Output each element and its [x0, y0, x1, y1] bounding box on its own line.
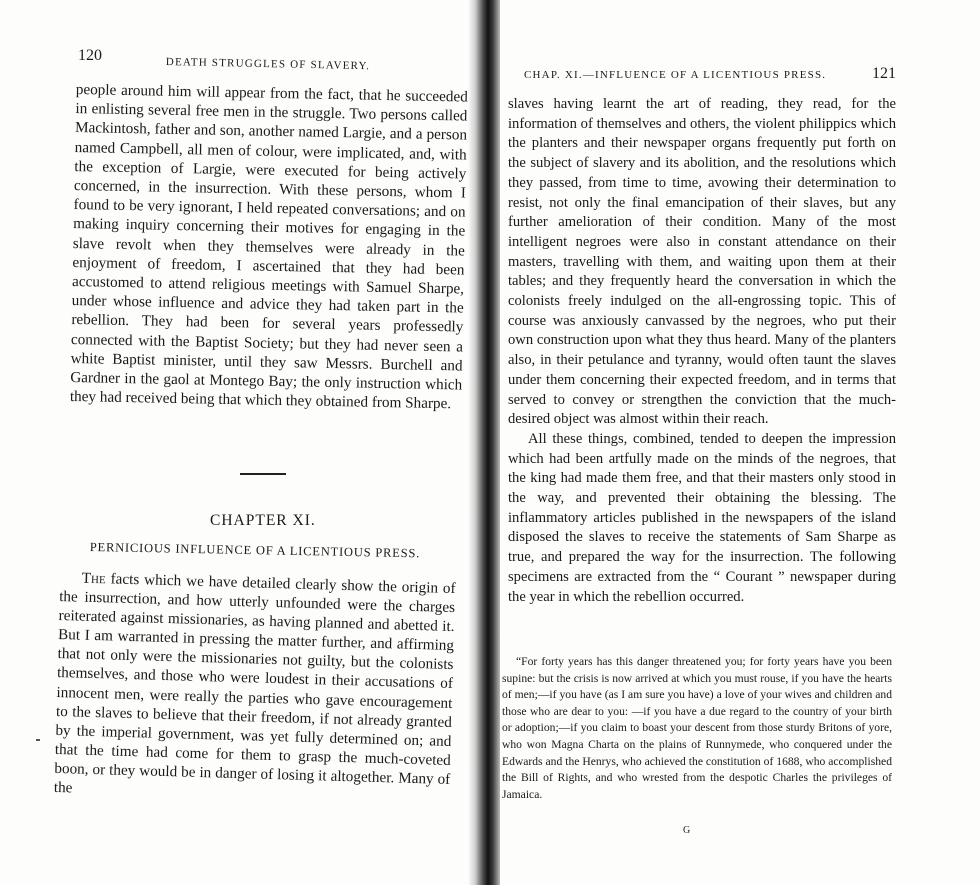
chapter-first-word: The	[81, 569, 106, 588]
chapter-divider-rule	[240, 473, 286, 475]
left-body-text	[70, 80, 468, 414]
margin-mark	[36, 739, 40, 741]
left-page-number: 120	[78, 47, 102, 64]
chapter-subtitle: PERNICIOUS INFLUENCE OF A LICENTIOUS PRESS.	[89, 540, 421, 561]
right-paragraph-2: All these things, combined, tended to deepen the impression which had been artfully made on the minds of the negroes, that the king had made them free, and that their masters only stood in the way, and prevented their obtaining the blessing. The inflammatory articles published in the newspapers of the island disposed the slaves to receive the statements of Sam Sharpe as true, and prepared the way for the insurrection. The following specimens are extracted from the “ Courant ” newspaper during the year in which the rebellion occurred.	[508, 430, 896, 605]
left-paragraph: people around him will appear from the fact, that he succeeded in enlisting several free men in the struggle. Two persons called Mackintosh, father and son, another named Largie, and a person named Campbell, all men of colour, were implicated, and, with the exception of Largie, were executed for being actively concerned, in the insurrection. With these persons, whom I found to be very ignorant, I held repeated conversations; and on making inquiry concerning their motives for engaging in the slave revolt when they themselves were already in the enjoyment of freedom, I ascertained that they had been accustomed to attend religious meetings with Samuel Sharpe, under whose influence and advice they had taken part in the rebellion. They had been for several years professedly connected with the Baptist Society; but they had never seen a white Baptist minister, until they saw Messrs. Burchell and Gardner in the gaol at Montego Bay; the only instruction which they had received being that which they obtained from Sharpe.	[69, 80, 468, 413]
signature-mark: G	[683, 825, 691, 836]
chapter-title: CHAPTER XI.	[210, 512, 316, 529]
right-page-number: 121	[872, 65, 896, 82]
right-body-text	[508, 95, 896, 607]
chapter-body-text: facts which we have detailed clearly show the origin of the insurrection, and how utterly unfounded were the charges reiterated against missionaries, as having planned and abetted it. But I am warranted in pressing the matter further, and affirming that not only were the missionaries not guilty, but the colonists themselves, and those who were loudest in their accusations of innocent men, were really the parties who gave encouragement to the slaves to believe that their freedom, if not already granted by the imperial government, was yet fully determined on; and that the time had come for them to grasp the much-coveted boon, or they would be in danger of losing it altogether. Many of the	[53, 570, 456, 797]
left-running-head: DEATH STRUGGLES OF SLAVERY.	[165, 56, 371, 73]
chapter-opening-paragraph	[54, 568, 456, 808]
newspaper-quote: “For forty years has this danger threatened you; for forty years have you been supine: but the crisis is now arrived at which you must rouse, if you have the hearts of men;—if you have (as I am sure you have) a love of your wives and children and those who are dear to you: —if you have a due regard to the country of your birth or adoption;—if you claim to boast your descent from those sturdy Britons of yore, who won Magna Charta on the plains of Runnymede, who conquered under the Edwards and the Henrys, who achieved the constitution of 1688, who accomplished the Bill of Rights, and who wrested from the despotic Charles the privileges of Jamaica.	[502, 655, 892, 801]
right-running-head: CHAP. XI.—INFLUENCE OF A LICENTIOUS PRESS.	[524, 69, 827, 81]
right-paragraph-1: slaves having learnt the art of reading, they read, for the information of themselves and others, the violent philippics which the planters and their newspaper organs frequently put forth on the subject of slavery and its abolition, and the resolutions which they passed, from time to time, avowing their determination to resist, not only the final emancipation of their slaves, but any further amelioration of their condition. Many of the most intelligent negroes were also in constant attendance on their masters, travelling with them, and waiting upon them at their tables; and they frequently heard the conversation in which the colonists freely indulged on the all-engrossing topic. This of course was anxiously canvassed by the negroes, who put their own construction upon what they thus heard. Many of the planters also, in their petulance and tyranny, would often taunt the slaves under them concerning their expected freedom, and in terms that served to convey or strengthen the conviction that the much-desired object was almost within their reach.	[508, 96, 896, 428]
left-page	[0, 0, 478, 885]
